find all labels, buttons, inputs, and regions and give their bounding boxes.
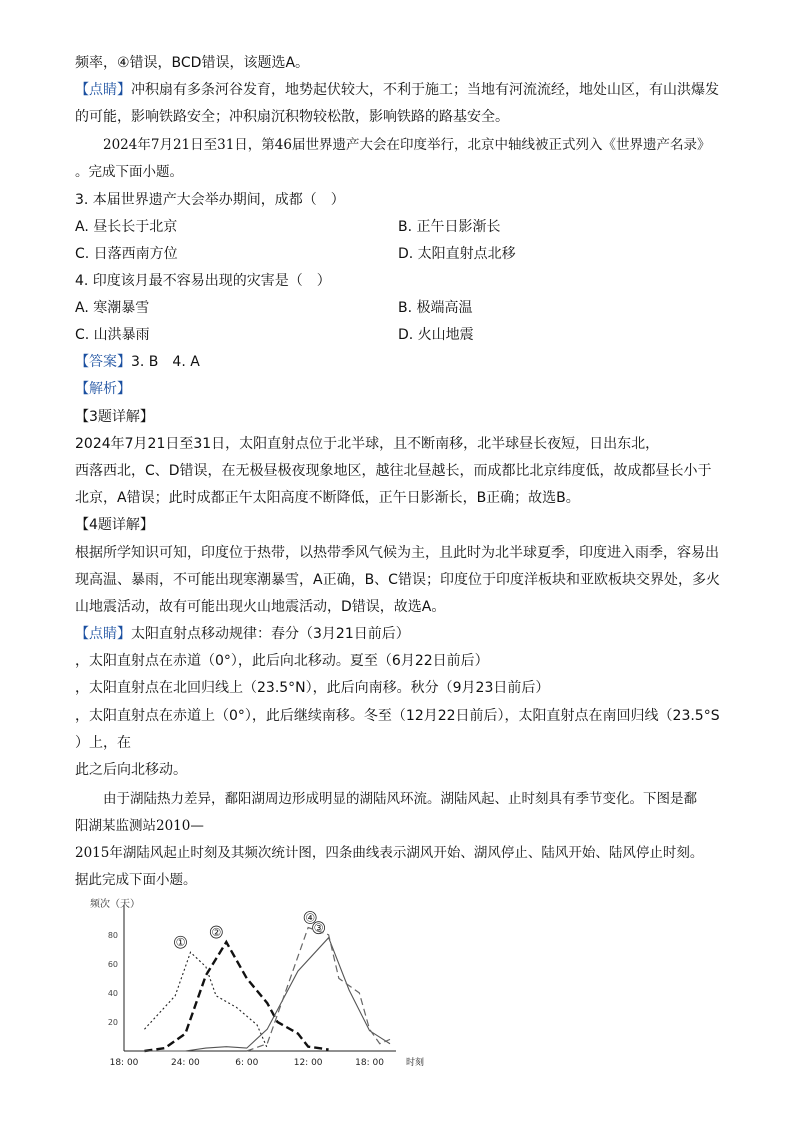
series-label: ③ xyxy=(313,921,324,935)
y-tick-label: 80 xyxy=(107,930,118,940)
y-tick-label: 40 xyxy=(107,988,118,998)
series-line-3 xyxy=(144,938,390,1051)
option-4c: C. 山洪暴雨 xyxy=(75,327,150,343)
chart-svg xyxy=(90,893,425,1083)
text-line: 此之后向北移动。 xyxy=(75,762,187,778)
text-line: 北京，A错误；此时成都正午太阳高度不断降低，正午日影渐长，B正确；故选B。 xyxy=(75,490,580,506)
x-tick-label: 18: 00 xyxy=(355,1058,384,1068)
answer-line xyxy=(75,352,200,372)
stem-line: 2024年7月21日至31日，第46届世界遗产大会在印度举行，北京中轴线被正式列入《世界遗产名录》 xyxy=(103,137,711,153)
question-3: 3. 本届世界遗产大会举办期间，成都（ ） xyxy=(75,192,345,208)
option-4d: D. 火山地震 xyxy=(398,327,474,343)
text-line: 频率，④错误，BCD错误，该题选A。 xyxy=(75,55,310,71)
option-3b: B. 正午日影渐长 xyxy=(398,219,501,235)
text-line: 2024年7月21日至31日，太阳直射点位于北半球，且不断南移，北半球昼长夜短，日出东北， xyxy=(75,436,660,452)
option-4a: A. 寒潮暴雪 xyxy=(75,300,150,316)
y-axis-label: 频次（天） xyxy=(90,899,140,910)
stem-line: 2015年湖陆风起止时刻及其频次统计图，四条曲线表示湖风开始、湖风停止、陆风开始、陆风停止时刻。 xyxy=(75,845,704,861)
question-4: 4. 印度该月最不容易出现的灾害是（ ） xyxy=(75,273,331,289)
series-line-4 xyxy=(247,928,390,1051)
stem-line: 由于湖陆热力差异，鄱阳湖周边形成明显的湖陆风环流。湖陆风起、止时刻具有季节变化。下图是鄱 xyxy=(103,791,697,807)
tip-tag: 【点睛】 xyxy=(75,82,131,98)
text-line: ，太阳直射点在北回归线上（23.5°N），此后向南移。秋分（9月23日前后） xyxy=(75,680,550,696)
text-line: ）上，在 xyxy=(75,735,131,751)
series-label: ① xyxy=(175,936,186,950)
option-3c: C. 日落西南方位 xyxy=(75,246,178,262)
x-axis-label: 时刻 xyxy=(406,1058,425,1068)
text-line: ，太阳直射点在赤道（0°），此后向北移动。夏至（6月22日前后） xyxy=(75,653,489,669)
detail-4-heading: 【4题详解】 xyxy=(75,517,154,533)
stem-line: 阳湖某监测站2010— xyxy=(75,818,204,834)
series-label: ② xyxy=(211,926,222,940)
option-3a: A. 昼长长于北京 xyxy=(75,219,178,235)
series-label: ④ xyxy=(305,911,316,925)
answer-tag: 【答案】 xyxy=(75,354,131,370)
option-3d: D. 太阳直射点北移 xyxy=(398,246,516,262)
tip-tag: 【点睛】 xyxy=(75,626,131,642)
x-tick-label: 24: 00 xyxy=(170,1058,200,1068)
x-tick-label: 12: 00 xyxy=(293,1058,323,1068)
tip-text: 冲积扇有多条河谷发育，地势起伏较大，不利于施工；当地有河流流经，地处山区，有山洪爆发 xyxy=(131,82,719,98)
text-line: 现高温、暴雨，不可能出现寒潮暴雪，A正确，B、C错误；印度位于印度洋板块和亚欧板块交界处，多火 xyxy=(75,572,720,588)
text-line: 根据所学知识可知，印度位于热带，以热带季风气候为主，且此时为北半球夏季，印度进入雨季，容易出 xyxy=(75,545,719,561)
analysis-tag: 【解析】 xyxy=(75,381,131,397)
x-tick-label: 18: 00 xyxy=(109,1058,139,1068)
tip-line xyxy=(75,624,410,644)
text-line: 的可能，影响铁路安全；冲积扇沉积物较松散，影响铁路的路基安全。 xyxy=(75,109,509,125)
text-line: ，太阳直射点在赤道上（0°），此后继续南移。冬至（12月22日前后），太阳直射点在南回归线（23.5°S xyxy=(75,708,720,724)
x-tick-label: 6: 00 xyxy=(235,1058,259,1068)
lake-land-breeze-chart xyxy=(90,893,425,1083)
series-line-2 xyxy=(144,942,328,1051)
detail-3-heading: 【3题详解】 xyxy=(75,409,154,425)
option-4b: B. 极端高温 xyxy=(398,300,473,316)
y-tick-label: 60 xyxy=(107,959,118,969)
tip-text: 太阳直射点移动规律：春分（3月21日前后） xyxy=(131,626,410,642)
stem-line: 据此完成下面小题。 xyxy=(75,872,197,888)
y-tick-label: 20 xyxy=(107,1017,118,1027)
answer-text: 3. B 4. A xyxy=(131,354,200,370)
text-line: 山地震活动，故有可能出现火山地震活动，D错误，故选A。 xyxy=(75,599,446,615)
text-line: 西落西北，C、D错误，在无极昼极夜现象地区，越往北昼越长，而成都比北京纬度低，故成都昼长小于 xyxy=(75,463,712,479)
series-line-1 xyxy=(144,952,267,1048)
stem-line: 。完成下面小题。 xyxy=(75,164,183,180)
tip-line xyxy=(75,80,719,100)
